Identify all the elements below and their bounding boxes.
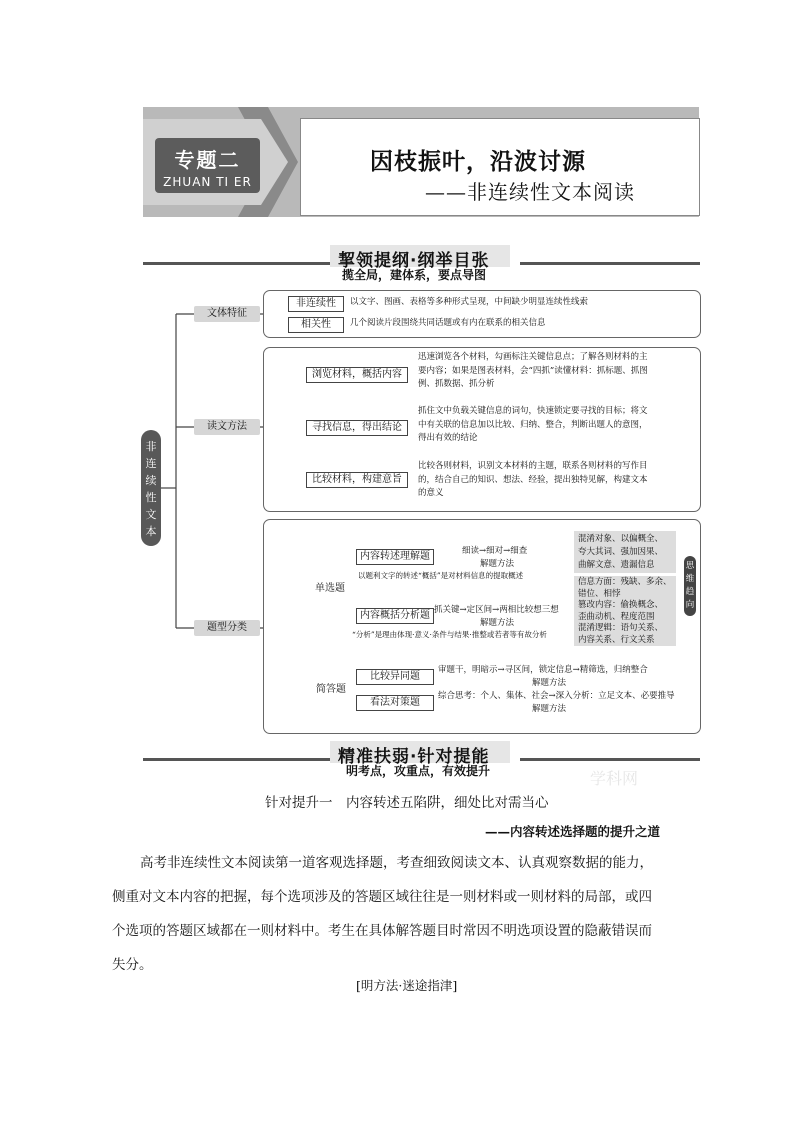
single-note-0: 以题利文字的转述“概括”是对材料信息的提取概述 xyxy=(358,571,524,580)
essay-steps-0: 审题干，明暗示→寻区间，锁定信息→精筛选，归纳整合 xyxy=(438,665,648,675)
section2-divider-left xyxy=(143,758,333,761)
single-term-0: 内容转述理解题 xyxy=(356,549,434,565)
essay-term-1: 看法对策题 xyxy=(356,695,434,711)
single-steps-0: 细读→细对→细查 xyxy=(462,546,528,556)
topic-tab-pinyin: ZHUAN TI ER xyxy=(163,175,252,189)
content-heading: 针对提升一 内容转述五陷阱，细处比对需当心 xyxy=(265,795,549,811)
page-title: 因枝振叶，沿波讨源 xyxy=(370,148,586,175)
types-node: 题型分类 xyxy=(194,620,260,636)
single-term-1: 内容概括分析题 xyxy=(356,608,434,624)
traps-list-2: 信息方面：残缺、多余、 错位、相悖 篡改内容：偷换概念、 歪曲动机、程度范围 混淆逻辑：语句关系、 内容关系、行文关系 xyxy=(578,577,672,645)
essay-method-1: 解题方法 xyxy=(532,704,567,714)
traps-list-1: 混淆对象、以偏概全、 夸大其词、强加因果、 曲解文意、遗漏信息 xyxy=(578,534,664,570)
single-note-1: “分析”是理由体现·意义·条件与结果·推整或若者等有故分析 xyxy=(352,630,547,639)
content-subheading: ——内容转述选择题的提升之道 xyxy=(485,824,661,839)
essay-method-0: 解题方法 xyxy=(532,678,567,688)
section2-divider-right xyxy=(520,758,700,761)
method-desc-0: 迅速浏览各个材料，勾画标注关键信息点；了解各则材料的主 要内容；如果是图表材料，会“四抓”读懂材料：抓标题、抓图 例、抓数据、抓分析 xyxy=(418,352,648,389)
watermark: 学科网 xyxy=(590,769,639,788)
section1-subtitle: 揽全局，建体系，要点导图 xyxy=(342,268,487,282)
feature-desc-1: 几个阅读片段围绕共同话题或有内在联系的相关信息 xyxy=(350,318,546,328)
section2-title: 精准扶弱·针对提能 xyxy=(338,747,490,767)
mindmap-root xyxy=(141,430,161,546)
method-desc-1: 抓住文中负载关键信息的词句，快速锁定要寻找的目标；将文 中有关联的信息加以比较、归纳、整合，判断出题人的意图， 得出有效的结论 xyxy=(418,406,648,443)
page-subtitle: ——非连续性文本阅读 xyxy=(425,180,635,204)
single-method-1: 解题方法 xyxy=(480,618,515,628)
single-method-0: 解题方法 xyxy=(480,559,515,569)
mindmap-root-label: 非连续性文本 xyxy=(145,440,157,538)
single-choice-label: 单选题 xyxy=(315,583,345,594)
features-node: 文体特征 xyxy=(194,306,260,322)
feature-desc-0: 以文字、图画、表格等多种形式呈现，中间缺少明显连续性线索 xyxy=(350,297,589,307)
single-steps-1: 抓关键→定区间→两相比较想三想 xyxy=(434,605,559,615)
method-term-0: 浏览材料，概括内容 xyxy=(306,367,408,383)
content-paragraph: 高考非连续性文本阅读第一道客观选择题，考查细致阅读文本、认真观察数据的能力， 侧重对文本内容的把握，每个选项涉及的答题区域往往是一则材料或一则材料的局部，或四 个选项的答题区域都在一则材料中。考生在具体解答题目时常因不明选项设置的隐蔽错误而 失分。 xyxy=(112,855,653,973)
feature-term-1: 相关性 xyxy=(288,317,344,333)
method-term-1: 寻找信息，得出结论 xyxy=(306,420,408,436)
topic-tab-label: 专题二 xyxy=(174,148,241,172)
essay-steps-1: 综合思考：个人、集体、社会→深入分析：立足文本、必要推导 xyxy=(438,691,675,701)
method-label: [明方法·迷途指津] xyxy=(356,978,458,993)
methods-node: 读文方法 xyxy=(194,419,260,435)
section2-subtitle: 明考点，攻重点，有效提升 xyxy=(346,764,491,778)
thinking-tag-label: 思维趋向 xyxy=(685,561,695,610)
essay-label: 简答题 xyxy=(316,684,346,695)
essay-term-0: 比较异同题 xyxy=(356,669,434,685)
feature-term-0: 非连续性 xyxy=(288,296,344,312)
method-term-2: 比较材料，构建意旨 xyxy=(306,472,408,488)
section1-title: 挈领提纲·纲举目张 xyxy=(338,251,490,271)
method-desc-2: 比较各则材料，识别文本材料的主题，联系各则材料的写作目 的，结合自己的知识、想法、经验，提出独特见解，构建文本 的意义 xyxy=(418,461,648,498)
